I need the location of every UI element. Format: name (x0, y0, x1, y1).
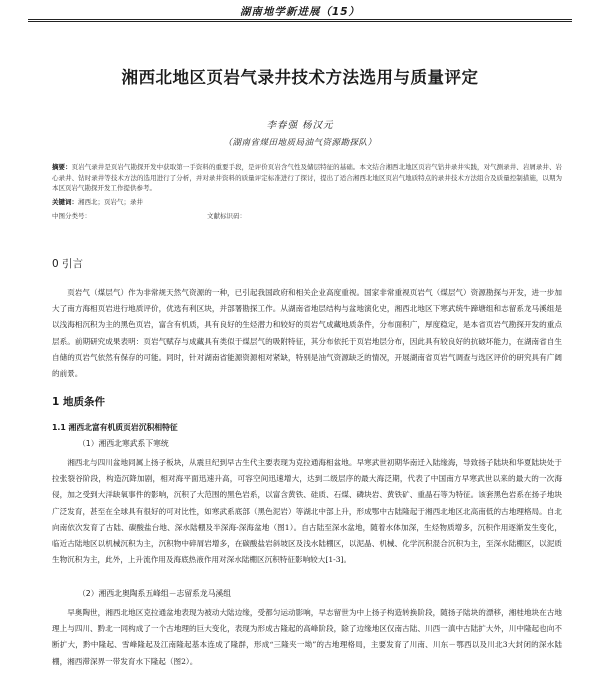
doc-code-label: 文献标识码： (207, 212, 246, 220)
subsubsection-heading-ordovician: （2）湘西北奥陶系五峰组－志留系龙马溪组 (78, 589, 232, 598)
keywords-text: 湘西北；页岩气；录井 (78, 197, 143, 206)
keywords-label: 关键词： (52, 197, 78, 206)
abstract-block (52, 162, 562, 222)
subsection-heading: 1.1 湘西北富有机质页岩沉积相特征 (52, 423, 178, 432)
geology-heading: 1 地质条件 (52, 396, 105, 408)
subsubsection-heading-cambrian: （1）湘西北寒武系下寒统 (78, 439, 169, 448)
keywords (52, 197, 562, 208)
abstract-label: 摘要： (52, 163, 72, 171)
ordovician-paragraph: 早奥陶世，湘西北地区克拉通盆地表现为被动大陆边缘，受都匀运动影响，早志留世为中上扬子构造转换阶段，随扬子陆块的漂移，湘桂地块在古地理上与四川、黔北一同构成了一个古地理的巨大变化，表现为形成古隆起的高峰阶段，除了边缘地区仅南古陆、川西一滇中古陆扩大外，川中隆起也向不断扩大，黔中隆起、雪峰隆起及江南隆起基本连成了隆群，形成“三隆夹一坳”的古地理格局，主要发育了川南、川东－鄂西以及川北3大封闭的深水陆棚，湘西滞深界一带发育水下隆起（图2）。 (52, 608, 562, 666)
header-rule-double (28, 21, 572, 22)
paper-authors: 李春强 杨汉元 (266, 120, 334, 131)
intro-heading: 0 引言 (52, 258, 84, 270)
paper-title: 湘西北地区页岩气录井技术方法选用与质量评定 (121, 68, 479, 87)
running-header (0, 0, 600, 22)
abstract-text: 页岩气录井是页岩气勘探开发中获取第一手资料的重要手段，是评价页岩含气性及储层特征的基础。本文结合湘西北地区页岩气钻井录井实践，对气测录井、岩屑录井、岩心录井、钻时录井等技术方法的选用进行了分析，并对录井资料的质量评定标准进行了探讨，提出了适合湘西北地区页岩气地质特点的录井技术方法组合及质量控制措施，以期为本区页岩气勘探开发工作提供参考。 (52, 163, 563, 192)
cambrian-paragraph: 湘西北与四川盆地同属上扬子板块，从震旦纪到早古生代主要表现为克拉通海相盆地。早寒武世初期华南迁入陆缘海，导致扬子陆块和华夏陆块处于拉张裂谷阶段，构造沉降加剧，相对海平面迅速升高，可容空间迅速增大，达到二级层序的最大海泛期，代表了中国南方早寒武世以来的最大的一次海侵，加之受到大洋缺氧事件的影响，沉积了大范围的黑色岩系，以富含黄铁、硅质、石煤、磷块岩、黄铁矿、重晶石等为特征。该套黑色岩系在扬子地块广泛发育，甚至在全球具有很好的可对比性，如寒武系底部（黑色泥岩）等湖北中部上升，形成鄂中古陆隆起于湘西北地区北高南低的古地理格局。自北向南依次发育了古陆、碳酸盐台地、深水陆棚及半深海-深海盆地（图1）。自古陆至深水盆地，随着水体加深，生烃物质增多，沉积作用逐渐发生变化，临近古陆地区以机械沉积为主，沉积物中碎屑岩增多，在碳酸盐岩斜坡区及浅水陆棚区，以泥晶、机械、化学沉积混合沉积为主，至深水陆棚区，以泥质生物沉积为主，此外，上升流作用及海底热液作用对深水陆棚区沉积特征影响较大[1-3]。 (52, 458, 562, 565)
clc-label: 中图分类号： (52, 212, 91, 220)
paper-affiliation: （湖南省煤田地质局油气资源勘探队） (223, 138, 377, 148)
intro-paragraph: 页岩气（煤层气）作为非常规天然气资源的一种，已引起我国政府和相关企业高度重视。国家非常重视页岩气（煤层气）资源勘探与开发，进一步加大了南方海相页岩进行地质评价，优选有利区块，并部署勘探工作。从湖南省地层结构与盆地演化史，湘西北地区下寒武统牛蹄塘组和志留系龙马溪组是以浅海相沉积为主的黑色页岩，富含有机质，具有良好的生烃潜力和较好的页岩气成藏地质条件，分布面积广，厚度稳定，是本省页岩气勘探开发的重点层系。前期研究成果表明：页岩气赋存与成藏具有类似于煤层气的吸附特征，其分布依托于页岩地层分布，因此具有较良好的抗破坏能力，在湖南省自生自储的页岩气依然有保存的可能。同时，针对湖南省能源资源相对紧缺，特别是油气资源缺乏的情况，开展湖南省页岩气调查与选区评价的研究具有广阔的前景。 (52, 288, 562, 379)
journal-name: 湖南地学新进展（15） (239, 6, 361, 18)
abstract (52, 162, 562, 194)
classification-row (52, 211, 562, 222)
header-rule (28, 19, 572, 20)
